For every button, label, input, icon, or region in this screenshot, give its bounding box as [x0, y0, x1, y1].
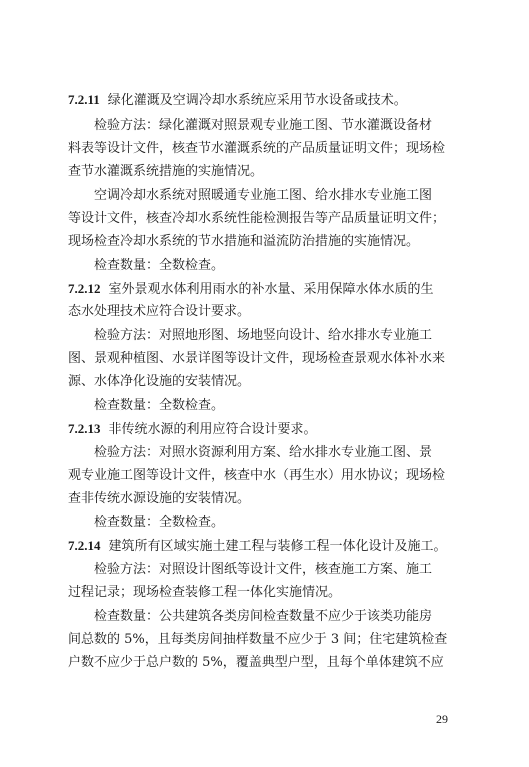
paragraph-line: 查节水灌溉系统措施的实施情况。 — [68, 164, 264, 179]
paragraph-line: 空调冷却水系统对照暖通专业施工图、给水排水专业施工图 — [94, 188, 433, 203]
paragraph-line: 源、水体净化设施的安装情况。 — [68, 374, 251, 389]
clause-number: 7.2.14 — [68, 538, 101, 553]
clause-7-2-11-heading — [68, 90, 463, 110]
clause-title: 非传统水源的利用应符合设计要求。 — [108, 422, 317, 437]
paragraph-line: 检验方法：对照水资源利用方案、给水排水专业施工图、景 — [94, 445, 433, 460]
clause-title: 建筑所有区域实施土建工程与装修工程一体化设计及施工。 — [108, 539, 447, 554]
paragraph-line: 查非传统水源设施的安装情况。 — [68, 491, 251, 506]
inspection-quantity: 检查数量：全数检查。 — [94, 258, 225, 273]
clause-7-2-14-heading — [68, 536, 463, 556]
paragraph-line: 检查数量：公共建筑各类房间检查数量不应少于该类功能房 — [94, 609, 433, 624]
paragraph-line: 检验方法：对照地形图、场地竖向设计、给水排水专业施工 — [94, 328, 433, 343]
page-number: 29 — [436, 712, 448, 726]
paragraph-line: 检验方法：对照设计图纸等设计文件，核查施工方案、施工 — [94, 562, 433, 577]
clause-7-2-12-heading — [68, 279, 463, 299]
clause-number: 7.2.11 — [68, 92, 100, 107]
clause-number: 7.2.12 — [68, 281, 101, 296]
clause-title: 绿化灌溉及空调冷却水系统应采用节水设备或技术。 — [107, 93, 407, 108]
paragraph-line: 户数不应少于总户数的 5%，覆盖典型户型，且每个单体建筑不应 — [68, 655, 444, 670]
paragraph-line: 图、景观种植图、水景详图等设计文件，现场检查景观水体补水来 — [68, 351, 446, 366]
clause-number: 7.2.13 — [68, 421, 101, 436]
paragraph-line: 观专业施工图等设计文件，核查中水（再生水）用水协议；现场检 — [68, 468, 446, 483]
paragraph-line: 间总数的 5%，且每类房间抽样数量不应少于 3 间；住宅建筑检查 — [68, 632, 448, 647]
paragraph-line: 现场检查冷却水系统的节水措施和溢流防治措施的实施情况。 — [68, 234, 420, 249]
paragraph-line: 检验方法：绿化灌溉对照景观专业施工图、节水灌溉设备材 — [94, 118, 433, 133]
paragraph-line: 料表等设计文件，核查节水灌溉系统的产品质量证明文件；现场检 — [68, 141, 446, 156]
clause-title-continued: 态水处理技术应符合设计要求。 — [68, 304, 251, 319]
paragraph-line: 过程记录；现场检查装修工程一体化实施情况。 — [68, 585, 342, 600]
paragraph-line: 等设计文件，核查冷却水系统性能检测报告等产品质量证明文件； — [68, 211, 446, 226]
inspection-quantity: 检查数量：全数检查。 — [94, 398, 225, 413]
clause-title: 室外景观水体利用雨水的补水量、采用保障水体水质的生 — [108, 282, 434, 297]
clause-7-2-13-heading — [68, 419, 463, 439]
inspection-quantity: 检查数量：全数检查。 — [94, 515, 225, 530]
